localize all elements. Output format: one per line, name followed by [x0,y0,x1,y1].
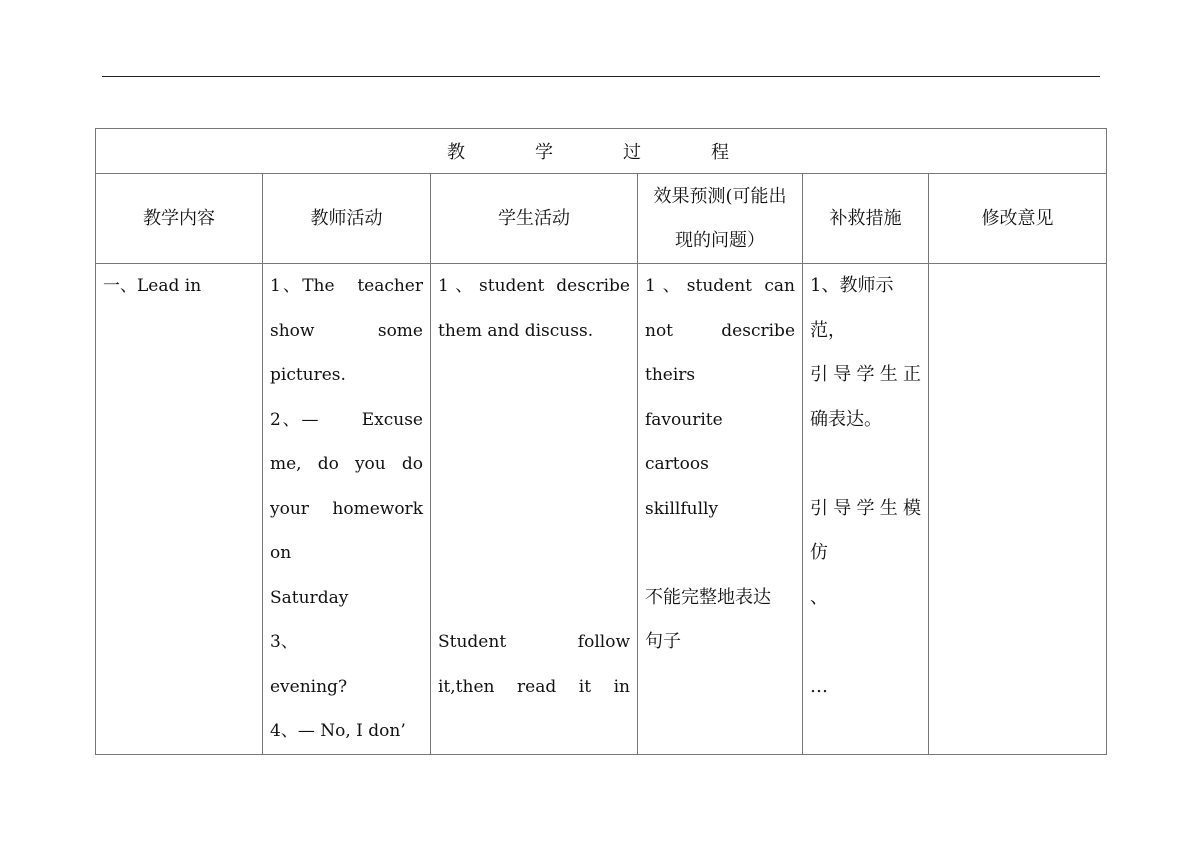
cell-student-activity [431,264,638,755]
teacher-line: 4、— No, I don’ [270,721,406,741]
content-line: 一、Lead in [103,276,202,296]
effect-line: 不能完整地表达 [645,586,771,608]
student-line: them and discuss. [438,320,594,341]
remedy-line: 1、教师示范， [810,275,894,341]
cell-content [96,264,263,755]
student-line: it,then read it in [438,676,630,697]
cell-revision [929,264,1107,755]
effect-line: 句子 [645,631,681,652]
remedy-line: 确表达。 [810,408,882,430]
teacher-line: 2、— Excuse [270,409,423,430]
effect-line: not describe [645,320,795,341]
teacher-line: show some [270,320,423,341]
effect-line: theirs [645,365,696,385]
effect-line: skillfully [645,498,719,519]
effect-line: favourite [645,409,723,430]
effect-spacer [645,531,795,576]
teacher-line: me, do you do [270,454,423,474]
header-effect-line-1: 效果预测(可能出 [653,185,787,207]
teacher-line: evening? [270,676,348,697]
header-teacher-activity: 教师活动 [263,174,431,264]
header-effect-line-2: 现的问题） [675,229,765,251]
remedy-spacer [810,620,921,665]
cell-remedy [803,264,929,755]
effect-line: cartoos [645,454,709,474]
header-content: 教学内容 [96,174,263,264]
header-student-activity: 学生活动 [431,174,638,264]
lesson-table [95,128,1107,755]
teacher-line: 3、 [270,632,298,652]
teacher-line: Saturday [270,587,349,608]
remedy-line: 引导学生正 [810,364,921,385]
remedy-line: 引导学生模 [810,497,921,519]
header-revision: 修改意见 [929,174,1107,264]
effect-line: 1、student can [645,276,795,296]
header-effect-prediction [638,174,803,264]
table-title: 教 学 过 程 [96,129,1107,174]
student-spacer [438,353,630,620]
teacher-line: 1、The teacher [270,276,423,296]
teacher-line: pictures. [270,365,346,385]
remedy-spacer [810,442,921,487]
teacher-line: your homework on [270,498,429,563]
remedy-line: 、 [810,586,828,608]
cell-teacher-activity [263,264,431,755]
header-rule [102,76,1100,77]
student-line: Student follow [438,632,630,652]
remedy-line: 仿 [810,542,828,563]
student-line: 1、student describe [438,276,630,296]
header-remedy: 补救措施 [803,174,929,264]
cell-effect-prediction [638,264,803,755]
remedy-line: … [810,675,828,697]
